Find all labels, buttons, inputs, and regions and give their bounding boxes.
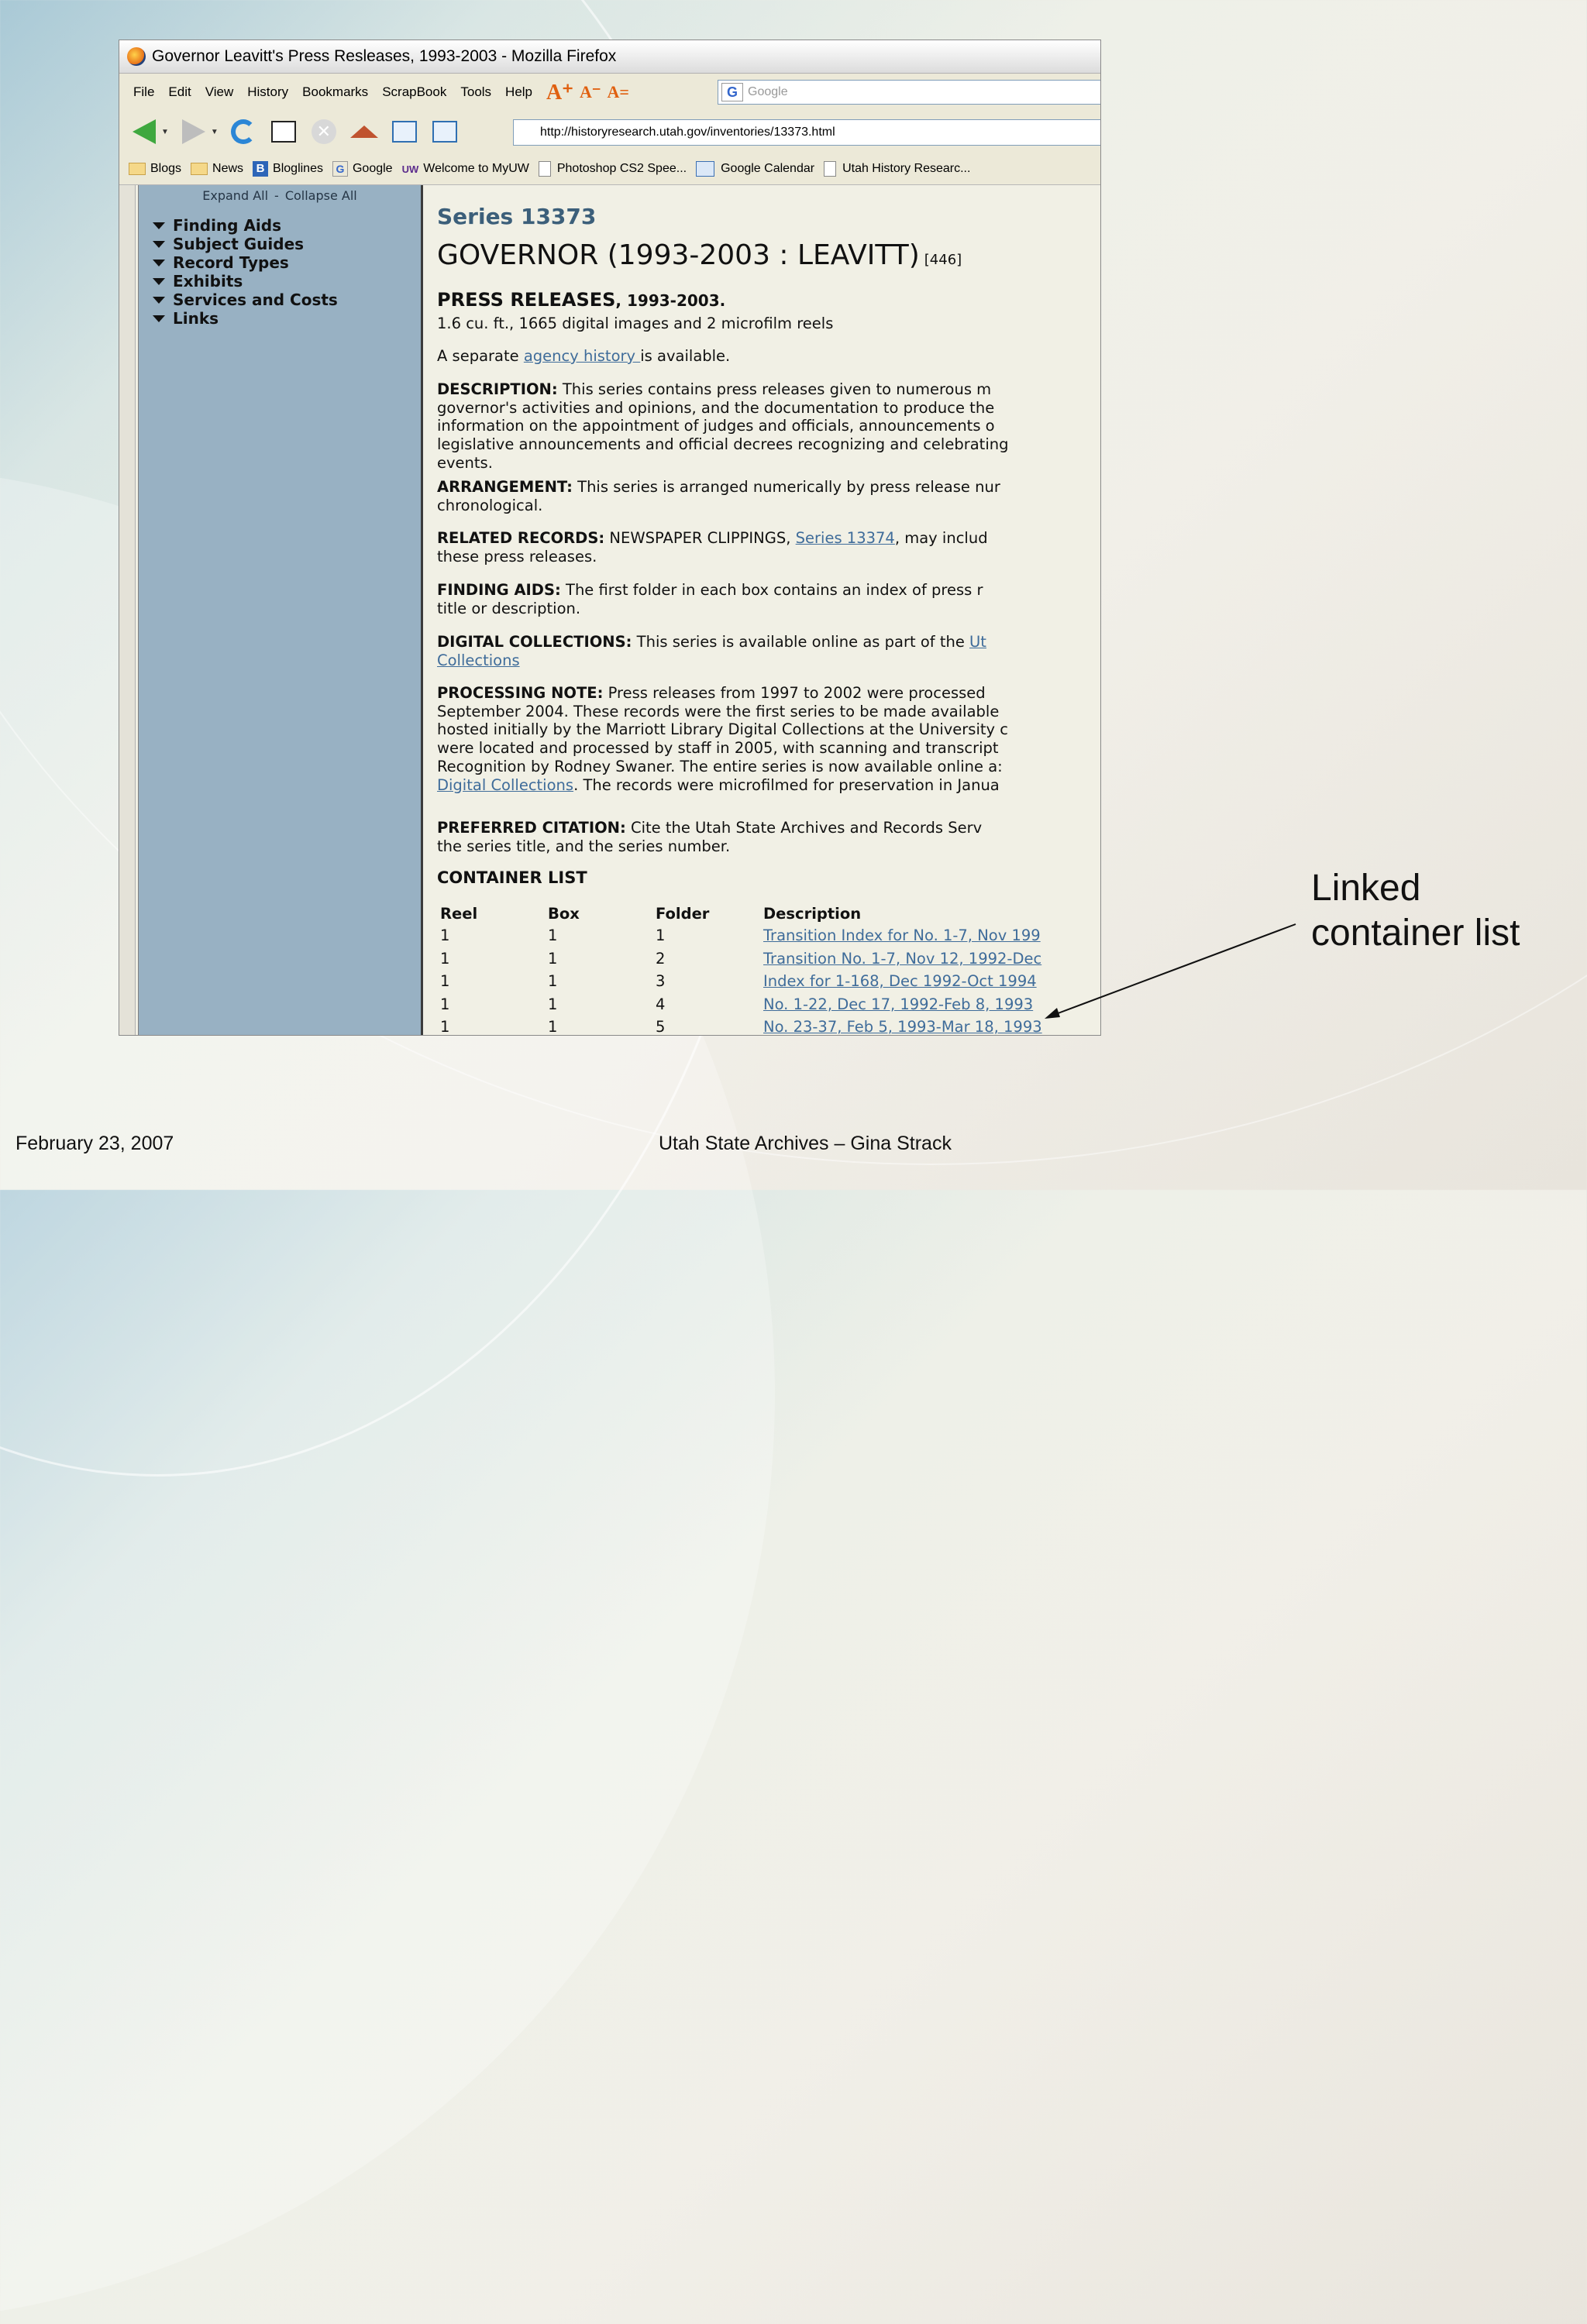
slide-footer: Utah State Archives – Gina Strack <box>659 1133 952 1154</box>
bookmark-label: Google Calendar <box>721 162 815 175</box>
menu-help[interactable]: Help <box>505 84 533 99</box>
series-heading: Series 13373 <box>437 204 597 229</box>
arrow-line <box>1054 924 1296 1015</box>
finding-aids-label: FINDING AIDS: <box>437 581 561 599</box>
finding-aids-text: The first folder in each box contains an index of press r <box>560 581 983 599</box>
collections-link[interactable]: Collections <box>437 651 520 669</box>
menu-view[interactable]: View <box>205 84 234 99</box>
processing-note-text: . The records were microfilmed for preservation in Janua <box>573 775 1000 794</box>
cell-description-link[interactable]: No. 23-37, Feb 5, 1993-Mar 18, 1993 <box>763 1018 1042 1035</box>
font-increase-icon[interactable]: A⁺ <box>546 81 574 105</box>
arrow-head <box>1045 1008 1060 1019</box>
description-label: DESCRIPTION: <box>437 380 558 398</box>
cell-box: 1 <box>548 972 558 991</box>
annotation-text <box>1311 866 1520 956</box>
menu-history[interactable]: History <box>247 84 289 99</box>
uw-icon: UW <box>401 163 419 175</box>
citation-text: Cite the Utah State Archives and Records Serv <box>625 819 983 837</box>
digital-collections-text: This series is available online as part of the <box>632 633 970 651</box>
digital-collections-link[interactable]: Digital Collections <box>437 775 574 794</box>
cell-description-link[interactable]: Transition No. 1-7, Nov 12, 1992-Dec <box>763 949 1042 968</box>
header-box: Box <box>548 904 580 923</box>
processing-note-line: hosted initially by the Marriott Library Digital Collections at the University c <box>437 720 1008 739</box>
description-line: governor's activities and opinions, and the documentation to produce the <box>437 398 995 417</box>
separator: - <box>274 188 279 203</box>
cell-box: 1 <box>548 927 558 945</box>
processing-note-line: September 2004. These records were the first series to be made available <box>437 702 1000 720</box>
agency-history-post: is available. <box>640 347 731 365</box>
cell-reel: 1 <box>440 927 450 945</box>
description-line: legislative announcements and official decrees recognizing and celebrating <box>437 435 1009 454</box>
description-line: events. <box>437 453 493 472</box>
cell-folder: 2 <box>656 949 666 968</box>
font-decrease-icon[interactable]: A⁻ <box>580 82 601 101</box>
description-text: This series contains press releases given to numerous m <box>557 380 992 398</box>
container-list-heading: CONTAINER LIST <box>437 868 587 887</box>
cell-reel: 1 <box>440 995 450 1013</box>
cell-folder: 3 <box>656 972 666 991</box>
sidebar-item-label: Exhibits <box>173 272 243 290</box>
cell-description-link[interactable]: Transition Index for No. 1-7, Nov 199 <box>763 927 1041 945</box>
description-line: information on the appointment of judges and officials, announcements o <box>437 417 995 435</box>
menu-scrapbook[interactable]: ScrapBook <box>382 84 447 99</box>
bookmark-label: Photoshop CS2 Spee... <box>556 162 687 175</box>
header-reel: Reel <box>440 904 478 923</box>
sidebar-item-label: Finding Aids <box>173 216 281 235</box>
finding-aids-line: title or description. <box>437 599 581 617</box>
stop-icon: ✕ <box>312 119 336 144</box>
sidebar-item-label: Services and Costs <box>173 290 338 309</box>
press-title: PRESS RELEASES <box>437 289 616 311</box>
cell-description-link[interactable]: No. 1-22, Dec 17, 1992-Feb 8, 1993 <box>763 995 1034 1013</box>
processing-note-line: were located and processed by staff in 2005, with scanning and transcript <box>437 739 999 758</box>
related-records-label: RELATED RECORDS: <box>437 529 605 547</box>
extent-text: 1.6 cu. ft., 1665 digital images and 2 microfilm reels <box>437 315 834 332</box>
annotation-line: container list <box>1311 913 1520 954</box>
window-title: Governor Leavitt's Press Resleases, 1993-2003 - Mozilla Firefox <box>152 47 617 65</box>
citation-line: the series title, and the series number. <box>437 837 731 855</box>
collapse-all-link[interactable]: Collapse All <box>284 188 357 203</box>
bookmark-label: Blogs <box>150 162 182 175</box>
back-dropdown-icon[interactable]: ▼ <box>161 127 169 136</box>
utah-collections-link[interactable]: Ut <box>969 633 986 651</box>
menu-edit[interactable]: Edit <box>168 84 191 99</box>
menu-file[interactable]: File <box>133 84 155 99</box>
cell-reel: 1 <box>440 972 450 991</box>
sidebar-item-label: Links <box>173 309 219 328</box>
expand-all-link[interactable]: Expand All <box>202 188 269 203</box>
menu-bookmarks[interactable]: Bookmarks <box>302 84 369 99</box>
bloglines-icon: B <box>253 161 268 177</box>
agency-history-link[interactable]: agency history <box>523 347 641 365</box>
agency-history-pre: A separate <box>437 347 524 365</box>
bookmark-label: Bloglines <box>273 162 323 175</box>
header-folder: Folder <box>656 904 710 923</box>
cell-box: 1 <box>548 949 558 968</box>
menu-tools[interactable]: Tools <box>460 84 492 99</box>
cell-reel: 1 <box>440 1018 450 1035</box>
cell-folder: 4 <box>656 995 666 1013</box>
annotation-line: Linked <box>1311 868 1421 909</box>
arrangement-line: chronological. <box>437 496 543 514</box>
arrangement-label: ARRANGEMENT: <box>437 478 573 496</box>
series-13374-link[interactable]: Series 13374 <box>795 529 895 547</box>
bookmark-label: Welcome to MyUW <box>423 162 529 175</box>
bookmark-label: Utah History Researc... <box>842 162 971 175</box>
cell-folder: 1 <box>656 927 666 945</box>
cell-reel: 1 <box>440 949 450 968</box>
related-records-line: these press releases. <box>437 547 597 566</box>
press-dates: , 1993-2003. <box>615 291 726 310</box>
sidebar-item-label: Subject Guides <box>173 235 305 253</box>
sidebar-item-label: Record Types <box>173 253 289 272</box>
bookmark-label: News <box>212 162 244 175</box>
header-description: Description <box>763 904 862 923</box>
processing-note-label: PROCESSING NOTE: <box>437 684 604 702</box>
agency-name: GOVERNOR (1993-2003 : LEAVITT) <box>437 239 920 271</box>
google-icon: G <box>332 161 348 177</box>
bookmark-label: Google <box>352 162 393 175</box>
slide-date: February 23, 2007 <box>15 1133 174 1154</box>
google-search-icon[interactable]: G <box>721 83 743 101</box>
search-placeholder: Google <box>748 85 788 98</box>
processing-note-line: Recognition by Rodney Swaner. The entire series is now available online a: <box>437 757 1003 775</box>
url-text: http://historyresearch.utah.gov/inventories/13373.html <box>540 125 835 139</box>
agency-number: [446] <box>924 252 962 268</box>
cell-folder: 5 <box>656 1018 666 1035</box>
arrangement-text: This series is arranged numerically by press release nur <box>572 478 1000 496</box>
related-records-text: , may includ <box>894 529 988 547</box>
citation-label: PREFERRED CITATION: <box>437 819 626 837</box>
cell-box: 1 <box>548 995 558 1013</box>
cell-box: 1 <box>548 1018 558 1035</box>
cell-description-link[interactable]: Index for 1-168, Dec 1992-Oct 1994 <box>763 972 1037 991</box>
processing-note-text: Press releases from 1997 to 2002 were processed <box>603 684 986 702</box>
font-reset-icon[interactable]: A= <box>607 82 629 101</box>
related-records-text: NEWSPAPER CLIPPINGS, <box>604 529 796 547</box>
forward-dropdown-icon[interactable]: ▼ <box>210 127 219 136</box>
digital-collections-label: DIGITAL COLLECTIONS: <box>437 633 632 651</box>
